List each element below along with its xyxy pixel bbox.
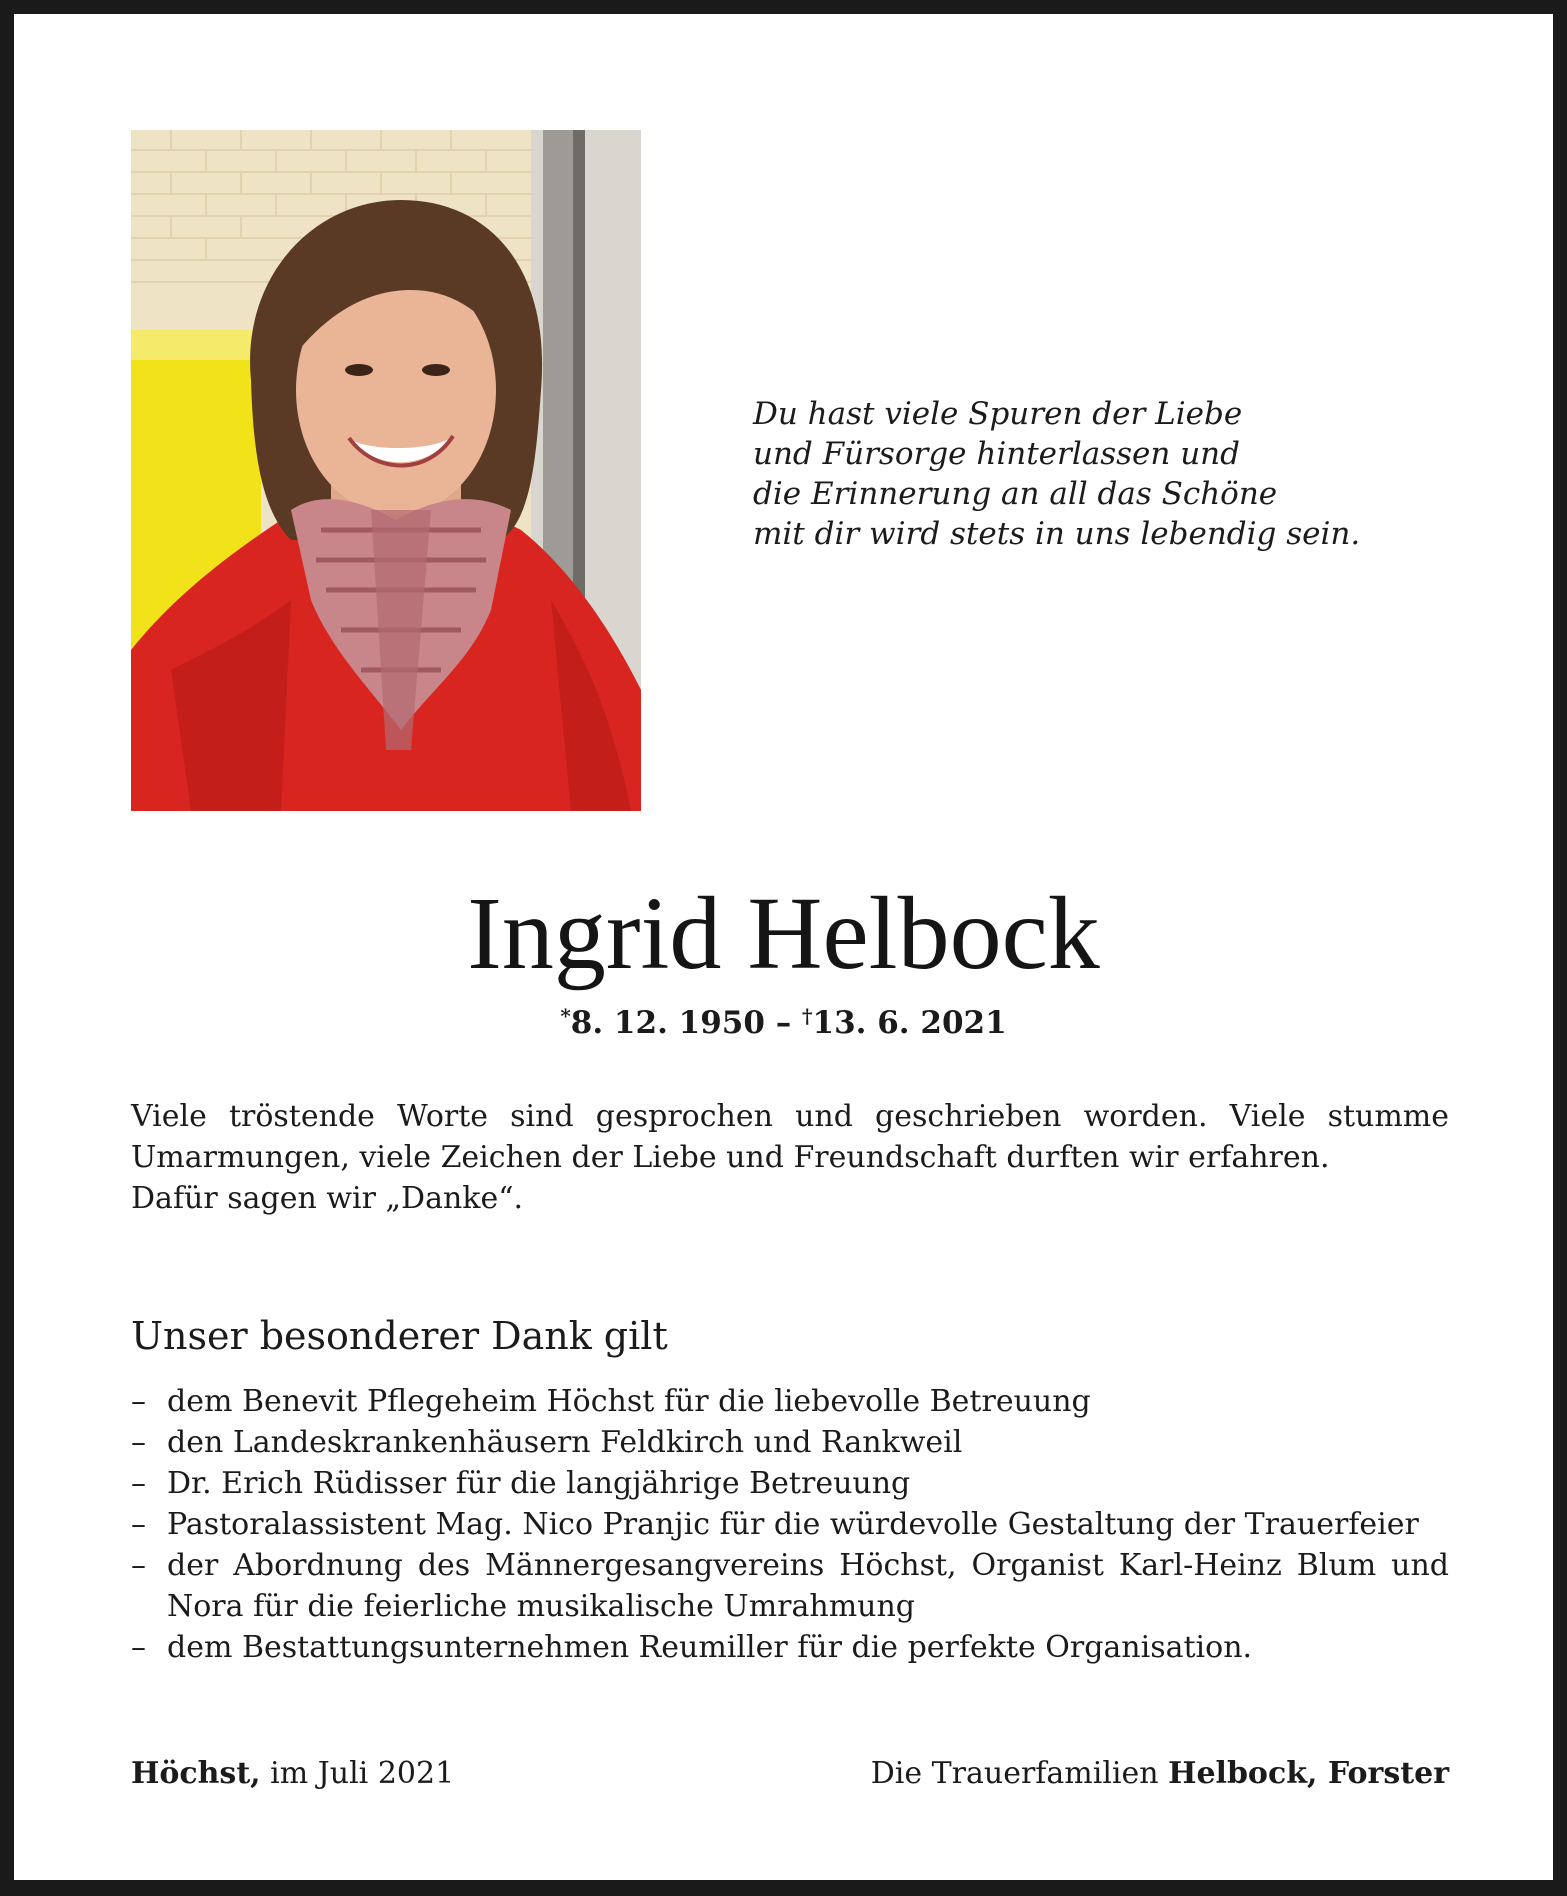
left-eye — [345, 364, 373, 376]
right-eye — [422, 364, 450, 376]
place-and-date — [131, 1754, 454, 1794]
dash-bullet: – — [131, 1466, 146, 1501]
list-item — [131, 1627, 1449, 1668]
family-prefix: Die Trauerfamilien — [870, 1756, 1169, 1791]
list-item-text: dem Bestattungsunternehmen Reumiller für die perfekte Organisation. — [167, 1630, 1253, 1665]
yellow-panel-top — [131, 330, 251, 360]
list-item — [131, 1504, 1449, 1545]
special-thanks-list — [131, 1381, 1449, 1668]
life-dates — [14, 996, 1553, 1043]
family-names: Helbock, Forster — [1168, 1756, 1449, 1791]
dash-bullet: – — [131, 1630, 146, 1665]
message-paragraph: Viele tröstende Worte sind gesprochen und geschrieben worden. Viele stumme Umarmungen, viele Zeichen der Liebe und Freundschaft durften wir erfahren. — [131, 1099, 1449, 1175]
memorial-poem — [753, 394, 1413, 554]
list-item-text: Dr. Erich Rüdisser für die langjährige Betreuung — [167, 1466, 911, 1501]
list-item-text: den Landeskrankenhäusern Feldkirch und Rankweil — [167, 1425, 963, 1460]
poem-line: Du hast viele Spuren der Liebe — [753, 396, 1243, 432]
list-item — [131, 1381, 1449, 1422]
dash-bullet: – — [131, 1425, 146, 1460]
portrait-photo — [131, 130, 641, 811]
poem-line: die Erinnerung an all das Schöne — [753, 476, 1278, 512]
thank-you-message — [131, 1096, 1449, 1219]
date-separator: – — [764, 1005, 803, 1041]
family-signature — [871, 1754, 1449, 1794]
list-item — [131, 1545, 1449, 1627]
death-date: 13. 6. 2021 — [812, 1005, 1007, 1041]
death-symbol: † — [802, 1004, 813, 1028]
portrait-image — [131, 130, 641, 811]
list-item-text: der Abordnung des Männergesangvereins Höchst, Organist Karl-Heinz Blum und Nora für die feierliche musikalische Umrahmung — [167, 1548, 1449, 1624]
birth-date: 8. 12. 1950 — [570, 1005, 765, 1041]
message-thanks-line: Dafür sagen wir „Danke“. — [131, 1181, 524, 1216]
list-item-text: dem Benevit Pflegeheim Höchst für die liebevolle Betreuung — [167, 1384, 1091, 1419]
date: im Juli 2021 — [260, 1756, 455, 1791]
birth-symbol: * — [560, 1004, 571, 1028]
list-item — [131, 1422, 1449, 1463]
obituary-page — [14, 14, 1553, 1880]
dash-bullet: – — [131, 1548, 146, 1583]
list-item — [131, 1463, 1449, 1504]
dash-bullet: – — [131, 1384, 146, 1419]
dash-bullet: – — [131, 1507, 146, 1542]
special-thanks-heading: Unser besonderer Dank gilt — [131, 1314, 668, 1358]
place: Höchst, — [131, 1756, 261, 1791]
poem-line: und Fürsorge hinterlassen und — [753, 436, 1240, 472]
list-item-text: Pastoralassistent Mag. Nico Pranjic für die würdevolle Gestaltung der Trauerfeier — [167, 1507, 1419, 1542]
deceased-name: Ingrid Helbock — [467, 876, 1100, 991]
poem-line: mit dir wird stets in uns lebendig sein. — [753, 516, 1361, 552]
